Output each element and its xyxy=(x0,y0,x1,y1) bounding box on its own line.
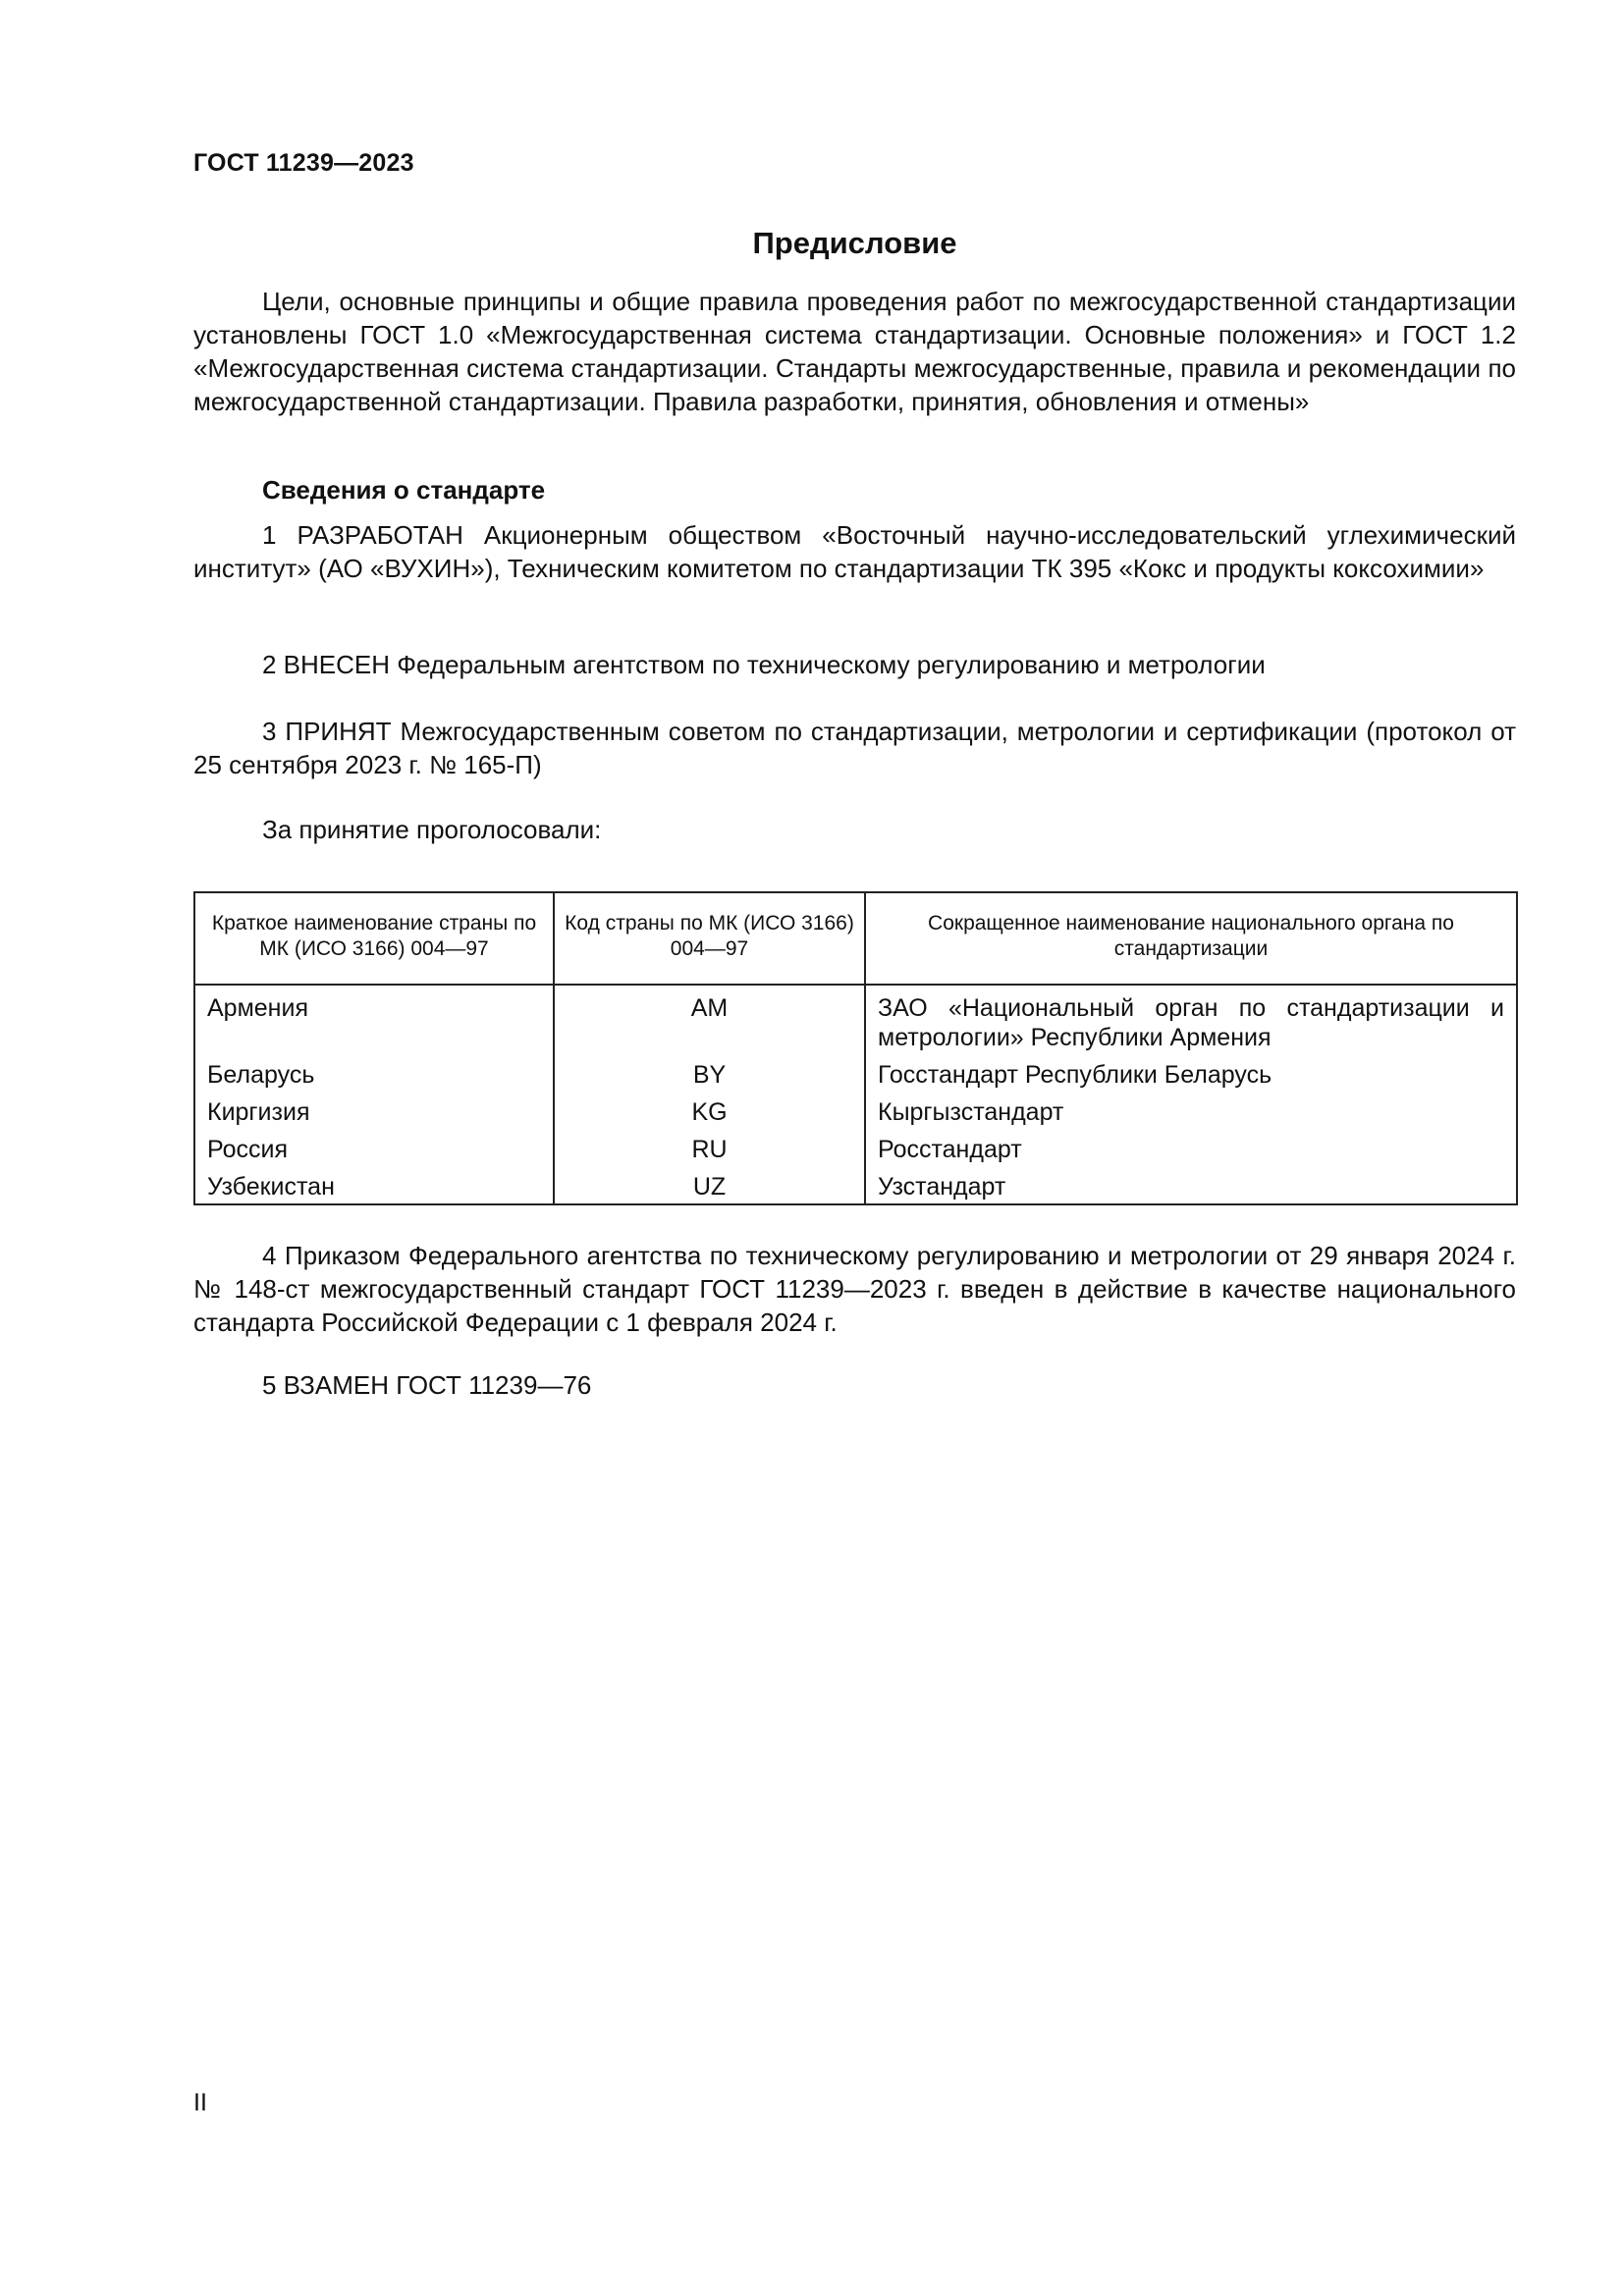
cell-org: Кыргызстандарт xyxy=(865,1094,1517,1131)
table-row xyxy=(194,1168,1517,1204)
table-row xyxy=(194,1056,1517,1094)
page-title: Предисловие xyxy=(752,226,957,260)
voting-table xyxy=(193,891,1518,1205)
header-country-name: Краткое наименование страны по МК (ИСО 3166) 004—97 xyxy=(194,892,554,985)
table-row xyxy=(194,1131,1517,1168)
table-row xyxy=(194,1094,1517,1131)
cell-code: UZ xyxy=(554,1168,865,1204)
cell-org: Узстандарт xyxy=(865,1168,1517,1204)
item-adopted: 3 ПРИНЯТ Межгосударственным советом по стандартизации, метрологии и сертификации (протокол от 25 сентября 2023 г. № 165-П) xyxy=(193,717,1516,779)
cell-country: Киргизия xyxy=(194,1094,554,1131)
document-code: ГОСТ 11239—2023 xyxy=(193,149,414,177)
cell-org: Росстандарт xyxy=(865,1131,1517,1168)
cell-code: AM xyxy=(554,985,865,1056)
item-replaces: 5 ВЗАМЕН ГОСТ 11239—76 xyxy=(262,1370,592,1400)
cell-code: BY xyxy=(554,1056,865,1094)
table-header-row xyxy=(194,892,1517,985)
voted-label: За принятие проголосовали: xyxy=(262,815,602,844)
cell-country: Россия xyxy=(194,1131,554,1168)
cell-country: Беларусь xyxy=(194,1056,554,1094)
cell-code: KG xyxy=(554,1094,865,1131)
cell-country: Узбекистан xyxy=(194,1168,554,1204)
item-developed: 1 РАЗРАБОТАН Акционерным обществом «Восточный научно-исследовательский углехимический институт» (АО «ВУХИН»), Техническим комитетом по стандартизации ТК 395 «Кокс и продукты коксохимии» xyxy=(193,520,1516,583)
intro-paragraph: Цели, основные принципы и общие правила проведения работ по межгосударственной стандартизации установлены ГОСТ 1.0 «Межгосударственная система стандартизации. Основные положения» и ГОСТ 1.2 «Межгосударственная система стандартизации. Стандарты межгосударственные, правила и рекомендации по межгосударственной стандартизации. Правила разработки, принятия, обновления и отмены» xyxy=(193,287,1516,416)
cell-code: RU xyxy=(554,1131,865,1168)
table-row xyxy=(194,985,1517,1056)
page-number: II xyxy=(193,2089,207,2116)
cell-org: Госстандарт Республики Беларусь xyxy=(865,1056,1517,1094)
item-order: 4 Приказом Федерального агентства по техническому регулированию и метрологии от 29 января 2024 г. № 148-ст межгосударственный стандарт ГОСТ 11239—2023 г. введен в действие в качестве национального стандарта Российской Федерации с 1 февраля 2024 г. xyxy=(193,1241,1516,1337)
cell-org: ЗАО «Национальный орган по стандартизации и метрологии» Республики Армения xyxy=(865,985,1517,1056)
section-heading: Сведения о стандарте xyxy=(262,475,546,505)
voting-table-wrap xyxy=(193,891,1516,1205)
header-national-body: Сокращенное наименование национального органа по стандартизации xyxy=(865,892,1517,985)
cell-country: Армения xyxy=(194,985,554,1056)
item-introduced: 2 ВНЕСЕН Федеральным агентством по техническому регулированию и метрологии xyxy=(262,650,1266,679)
header-country-code: Код страны по МК (ИСО 3166) 004—97 xyxy=(554,892,865,985)
